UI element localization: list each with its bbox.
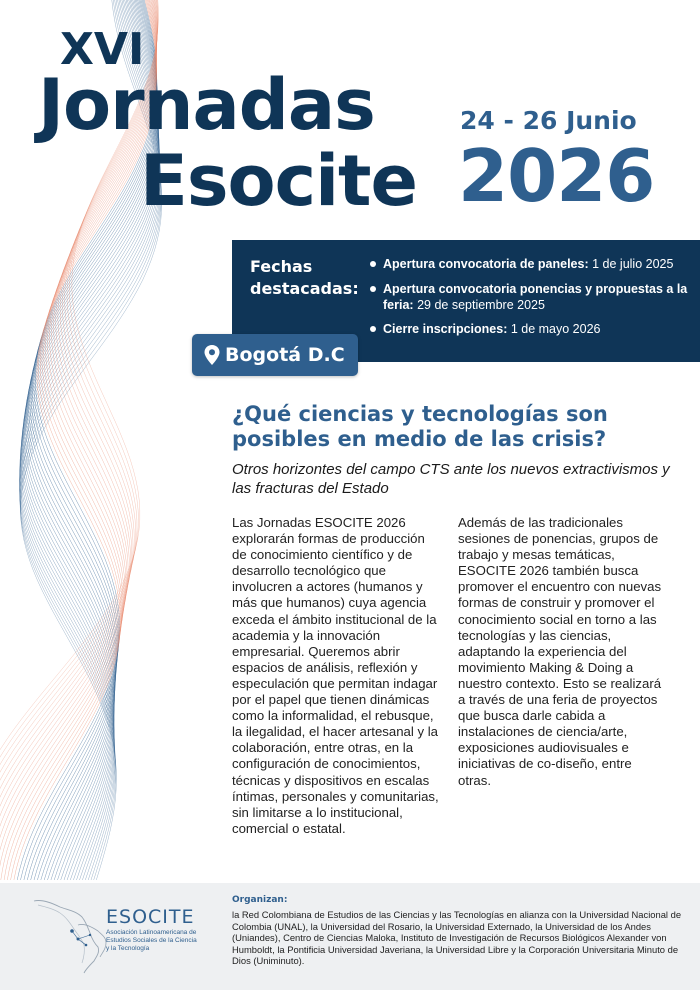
location-text: Bogotá D.C xyxy=(225,344,345,366)
date-item xyxy=(370,281,695,313)
date-item xyxy=(370,321,695,337)
bullet-icon xyxy=(370,286,376,292)
theme-subtitle: Otros horizontes del campo CTS ante los nuevos extractivismos y las fracturas del Estado xyxy=(232,461,670,497)
event-dates: 24 - 26 Junio xyxy=(460,106,637,135)
edition-number: XVI xyxy=(60,24,145,75)
body-column-right: Además de las tradicionales sesiones de ponencias, grupos de trabajo y mesas temáticas, ESOCITE 2026 también busca promover el encuentro con nuevas formas de construir y promover el conocimiento social en torno a las tecnologías y las ciencias, adaptando la experiencia del movimiento Making & Doing a nuestro contexto. Esto se realizará a través de una feria de proyectos que busca darle cabida a instalaciones de ciencia/arte, exposiciones audiovisuales e iniciativas de co-diseño, entre otras. xyxy=(458,515,662,788)
title-esocite: Esocite xyxy=(140,140,417,222)
date-label: Apertura convocatoria ponencias y propuestas a la feria: xyxy=(383,282,688,312)
title-jornadas: Jornadas xyxy=(38,64,375,146)
esocite-logo-subtitle: Asociación Latinoamericana de Estudios Sociales de la Ciencia y la Tecnología xyxy=(106,929,197,952)
date-value: 1 de julio 2025 xyxy=(592,257,674,271)
date-value: 1 de mayo 2026 xyxy=(510,322,601,336)
date-value: 29 de septiembre 2025 xyxy=(417,298,545,312)
highlighted-dates-list xyxy=(370,256,695,346)
theme-question: ¿Qué ciencias y tecnologías son posibles en medio de las crisis? xyxy=(232,402,608,451)
esocite-logo-wordmark: ESOCITE xyxy=(106,906,195,928)
event-year: 2026 xyxy=(458,134,655,218)
organizers-text: la Red Colombiana de Estudios de las Ciencias y las Tecnologías en alianza con la Universidad Nacional de Colombia (UNAL), la Universidad del Rosario, la Universidad Externado, la Universidad de los Andes (Uniandes), Centro de Ciencias Maloka, Instituto de Investigación de Recursos Biológicos Alexander von Humboldt, la Pontificia Universidad Javeriana, la Universidad Libre y la Corporación Universitaria Minuto de Dios (Uniminuto). xyxy=(232,909,682,967)
organizers-title: Organizan: xyxy=(232,895,288,905)
bullet-icon xyxy=(370,261,376,267)
bullet-icon xyxy=(370,326,376,332)
date-item xyxy=(370,256,695,272)
highlighted-dates-title: Fechas destacadas: xyxy=(250,257,359,298)
body-column-left: Las Jornadas ESOCITE 2026 explorarán formas de producción de conocimiento científico y de desarrollo tecnológico que involucren a actores (humanos y más que humanos) cuya agencia exceda el ámbito institucional de la academia y la innovación empresarial. Queremos abrir espacios de análisis, reflexión y especulación que permitan indagar por el papel que tienen dinámicas como la informalidad, el rebusque, la ilegalidad, el hacer artesanal y la colaboración, entre otras, en la configuración de conocimientos, técnicas y dispositivos en escalas íntimas, personales y comunitarias, sin limitarse a lo institucional, comercial o estatal. xyxy=(232,515,439,836)
location-badge xyxy=(192,334,358,376)
date-label: Cierre inscripciones: xyxy=(383,322,508,336)
footer xyxy=(0,883,700,990)
date-label: Apertura convocatoria de paneles: xyxy=(383,257,589,271)
map-pin-icon xyxy=(203,344,221,366)
